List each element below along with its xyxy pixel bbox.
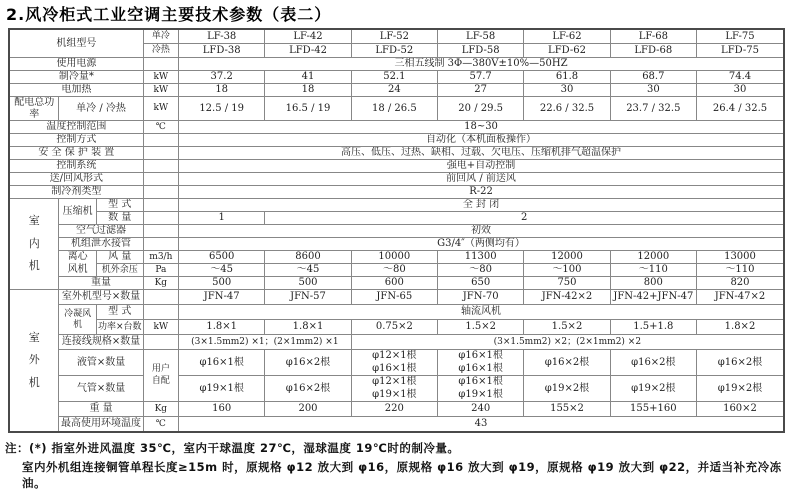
- table-row: [9, 160, 784, 173]
- table-row: [9, 71, 784, 84]
- unit-cell: [143, 225, 178, 238]
- data-cell: 41: [265, 71, 351, 84]
- data-cell: 52.1: [351, 71, 437, 84]
- data-cell: 650: [438, 277, 524, 290]
- data-cell: 30: [696, 84, 784, 97]
- table-row: [9, 121, 784, 134]
- row-label-cell: 压缩机: [59, 199, 96, 225]
- row-label-cell: 机组型号: [9, 29, 143, 58]
- data-cell: 24: [351, 84, 437, 97]
- table-row: [9, 134, 784, 147]
- data-cell: JFN-47: [179, 290, 265, 305]
- table-row: [9, 97, 784, 121]
- data-cell: JFN-57: [265, 290, 351, 305]
- row-label-cell: 重量: [59, 277, 143, 290]
- data-cell: LFD-58: [438, 44, 524, 58]
- data-cell: φ19×2根: [610, 376, 696, 402]
- data-cell: (3×1.5mm2) ×2；(2×1mm2) ×2: [351, 335, 784, 350]
- unit-cell: ℃: [143, 121, 178, 134]
- table-row: [9, 264, 784, 277]
- row-label-cell: 冷凝风机: [59, 305, 96, 335]
- data-cell: LF-58: [438, 29, 524, 44]
- group-label-cell: 室 内 机: [9, 199, 59, 290]
- data-cell: 30: [524, 84, 610, 97]
- row-label-cell: 机外余压: [96, 264, 143, 277]
- data-cell: 2: [265, 212, 784, 225]
- data-cell: φ16×1根 φ19×1根: [438, 376, 524, 402]
- table-row: [9, 335, 784, 350]
- data-cell: ～80: [438, 264, 524, 277]
- data-cell: 820: [696, 277, 784, 290]
- row-label-cell: 制冷剂类型: [9, 186, 143, 199]
- table-row: [9, 173, 784, 186]
- spec-table: [8, 28, 785, 433]
- row-label-cell: 控制系统: [9, 160, 143, 173]
- data-cell: 初效: [179, 225, 784, 238]
- data-cell: 1.8×2: [696, 320, 784, 335]
- data-cell: LFD-68: [610, 44, 696, 58]
- unit-cell: [143, 199, 178, 212]
- data-cell: ～45: [265, 264, 351, 277]
- data-cell: φ19×2根: [524, 376, 610, 402]
- data-cell: φ16×2根: [265, 350, 351, 376]
- data-cell: 30: [610, 84, 696, 97]
- unit-cell: kW: [143, 320, 178, 335]
- data-cell: 11300: [438, 251, 524, 264]
- data-cell: 37.2: [179, 71, 265, 84]
- data-cell: LFD-75: [696, 44, 784, 58]
- data-cell: φ16×2根: [265, 376, 351, 402]
- data-cell: LFD-52: [351, 44, 437, 58]
- unit-cell: kW: [143, 84, 178, 97]
- data-cell: LF-75: [696, 29, 784, 44]
- table-row: [9, 29, 784, 44]
- data-cell: ～110: [610, 264, 696, 277]
- unit-cell: [143, 290, 178, 305]
- data-cell: 18: [179, 84, 265, 97]
- data-cell: 20 / 29.5: [438, 97, 524, 121]
- data-cell: LFD-42: [265, 44, 351, 58]
- data-cell: 13000: [696, 251, 784, 264]
- data-cell: 26.4 / 32.5: [696, 97, 784, 121]
- data-cell: φ19×2根: [696, 376, 784, 402]
- data-cell: 220: [351, 402, 437, 417]
- row-label-cell: 连接线规格×数量: [59, 335, 143, 350]
- table-row: [9, 186, 784, 199]
- data-cell: 500: [265, 277, 351, 290]
- table-row: [9, 290, 784, 305]
- unit-cell: kW: [143, 71, 178, 84]
- data-cell: 27: [438, 84, 524, 97]
- data-cell: 750: [524, 277, 610, 290]
- table-row: [9, 350, 784, 376]
- row-label-cell: 气管×数量: [59, 376, 143, 402]
- unit-cell: [143, 335, 178, 350]
- data-cell: 18~30: [179, 121, 784, 134]
- data-cell: φ16×1根 φ16×1根: [438, 350, 524, 376]
- data-cell: LF-38: [179, 29, 265, 44]
- data-cell: 轴流风机: [179, 305, 784, 320]
- table-row: [9, 58, 784, 71]
- data-cell: R-22: [179, 186, 784, 199]
- table-row: [9, 402, 784, 417]
- table-row: [9, 84, 784, 97]
- data-cell: LF-42: [265, 29, 351, 44]
- unit-cell: [143, 58, 178, 71]
- data-cell: 10000: [351, 251, 437, 264]
- data-cell: LFD-62: [524, 44, 610, 58]
- unit-cell: m3/h: [143, 251, 178, 264]
- data-cell: φ12×1根 φ16×1根: [351, 350, 437, 376]
- row-label-cell: 最高使用环境温度: [59, 417, 143, 433]
- data-cell: 0.75×2: [351, 320, 437, 335]
- data-cell: 18 / 26.5: [351, 97, 437, 121]
- unit-cell: [143, 212, 178, 225]
- row-label-cell: 机组泄水接管: [59, 238, 143, 251]
- data-cell: φ19×1根: [179, 376, 265, 402]
- row-label-cell: 风 量: [96, 251, 143, 264]
- data-cell: 155+160: [610, 402, 696, 417]
- row-label-cell: 单冷 / 冷热: [59, 97, 143, 121]
- table-row: [9, 305, 784, 320]
- row-label-cell: 数 量: [96, 212, 143, 225]
- data-cell: 74.4: [696, 71, 784, 84]
- data-cell: 12000: [610, 251, 696, 264]
- unit-cell: 用户 自配: [143, 350, 178, 402]
- table-row: [9, 238, 784, 251]
- note-line: 室内外机组连接铜管单程长度≥15m 时，原规格 φ12 放大到 φ16，原规格 φ16 放大到 φ19，原规格 φ19 放大到 φ22，并适当补充冷冻油。: [22, 460, 782, 490]
- data-cell: φ16×2根: [524, 350, 610, 376]
- data-cell: ～110: [696, 264, 784, 277]
- data-cell: 前回风 / 前送风: [179, 173, 784, 186]
- data-cell: 160×2: [696, 402, 784, 417]
- data-cell: 57.7: [438, 71, 524, 84]
- row-label-cell: 离心 风机: [59, 251, 96, 277]
- unit-cell: 冷热: [143, 44, 178, 58]
- row-label-cell: 安 全 保 护 装 置: [9, 147, 143, 160]
- table-row: [9, 225, 784, 238]
- unit-cell: Kg: [143, 402, 178, 417]
- data-cell: 43: [179, 417, 784, 433]
- data-cell: ～100: [524, 264, 610, 277]
- data-cell: 6500: [179, 251, 265, 264]
- data-cell: 1.8×1: [265, 320, 351, 335]
- unit-cell: [143, 173, 178, 186]
- data-cell: LF-62: [524, 29, 610, 44]
- data-cell: ～80: [351, 264, 437, 277]
- data-cell: 800: [610, 277, 696, 290]
- row-label-cell: 型 式: [96, 305, 143, 320]
- data-cell: JFN-42+JFN-47: [610, 290, 696, 305]
- table-row: [9, 147, 784, 160]
- table-row: [9, 417, 784, 433]
- data-cell: φ16×2根: [696, 350, 784, 376]
- notes-block: [5, 440, 790, 491]
- row-label-cell: 制冷量*: [9, 71, 143, 84]
- unit-cell: Kg: [143, 277, 178, 290]
- data-cell: 500: [179, 277, 265, 290]
- data-cell: JFN-65: [351, 290, 437, 305]
- data-cell: 61.8: [524, 71, 610, 84]
- data-cell: 自动化（本机面板操作）: [179, 134, 784, 147]
- data-cell: 240: [438, 402, 524, 417]
- data-cell: 1.5×2: [438, 320, 524, 335]
- row-label-cell: 温度控制范围: [9, 121, 143, 134]
- row-label-cell: 型 式: [96, 199, 143, 212]
- data-cell: 16.5 / 19: [265, 97, 351, 121]
- data-cell: 23.7 / 32.5: [610, 97, 696, 121]
- data-cell: φ16×2根: [610, 350, 696, 376]
- group-label-cell: 室 外 机: [9, 290, 59, 433]
- data-cell: 160: [179, 402, 265, 417]
- data-cell: 22.6 / 32.5: [524, 97, 610, 121]
- table-row: [9, 320, 784, 335]
- data-cell: (3×1.5mm2) ×1；(2×1mm2) ×1: [179, 335, 352, 350]
- data-cell: ～45: [179, 264, 265, 277]
- data-cell: JFN-42×2: [524, 290, 610, 305]
- data-cell: JFN-70: [438, 290, 524, 305]
- data-cell: 600: [351, 277, 437, 290]
- unit-cell: [143, 147, 178, 160]
- row-label-cell: 重 量: [59, 402, 143, 417]
- data-cell: JFN-47×2: [696, 290, 784, 305]
- unit-cell: 单冷: [143, 29, 178, 44]
- row-label-cell: 送/回风形式: [9, 173, 143, 186]
- page-title: 2.风冷柜式工业空调主要技术参数（表二）: [6, 5, 332, 24]
- data-cell: 12.5 / 19: [179, 97, 265, 121]
- data-cell: G3/4″（两侧均有）: [179, 238, 784, 251]
- data-cell: 三相五线制 3Φ—380V±10%—50HZ: [179, 58, 784, 71]
- row-label-cell: 控制方式: [9, 134, 143, 147]
- unit-cell: [143, 238, 178, 251]
- table-row: [9, 199, 784, 212]
- row-label-cell: 室外机型号×数量: [59, 290, 143, 305]
- table-row: [9, 212, 784, 225]
- data-cell: 全 封 闭: [179, 199, 784, 212]
- data-cell: 1.8×1: [179, 320, 265, 335]
- data-cell: 1.5×2: [524, 320, 610, 335]
- row-label-cell: 配电总功率: [9, 97, 59, 121]
- data-cell: 68.7: [610, 71, 696, 84]
- data-cell: 18: [265, 84, 351, 97]
- unit-cell: [143, 160, 178, 173]
- note-line: 注：(*) 指室外进风温度 35℃，室内干球温度 27℃，湿球温度 19℃时的制冷量。: [5, 441, 460, 455]
- data-cell: LFD-38: [179, 44, 265, 58]
- row-label-cell: 功率×台数: [96, 320, 143, 335]
- unit-cell: [143, 134, 178, 147]
- row-label-cell: 液管×数量: [59, 350, 143, 376]
- table-row: [9, 251, 784, 264]
- unit-cell: [143, 186, 178, 199]
- data-cell: 155×2: [524, 402, 610, 417]
- table-row: [9, 277, 784, 290]
- unit-cell: Pa: [143, 264, 178, 277]
- unit-cell: [143, 305, 178, 320]
- row-label-cell: 空气过滤器: [59, 225, 143, 238]
- row-label-cell: 使用电源: [9, 58, 143, 71]
- data-cell: LF-68: [610, 29, 696, 44]
- unit-cell: kW: [143, 97, 178, 121]
- data-cell: 8600: [265, 251, 351, 264]
- data-cell: φ12×1根 φ19×1根: [351, 376, 437, 402]
- data-cell: 200: [265, 402, 351, 417]
- unit-cell: ℃: [143, 417, 178, 433]
- data-cell: 1.5+1.8: [610, 320, 696, 335]
- data-cell: 高压、低压、过热、缺相、过载、欠电压、压缩机排气超温保护: [179, 147, 784, 160]
- row-label-cell: 电加热: [9, 84, 143, 97]
- data-cell: 12000: [524, 251, 610, 264]
- spec-table-body: [9, 29, 784, 432]
- data-cell: LF-52: [351, 29, 437, 44]
- data-cell: 强电+自动控制: [179, 160, 784, 173]
- table-row: [9, 376, 784, 402]
- data-cell: 1: [179, 212, 265, 225]
- data-cell: φ16×1根: [179, 350, 265, 376]
